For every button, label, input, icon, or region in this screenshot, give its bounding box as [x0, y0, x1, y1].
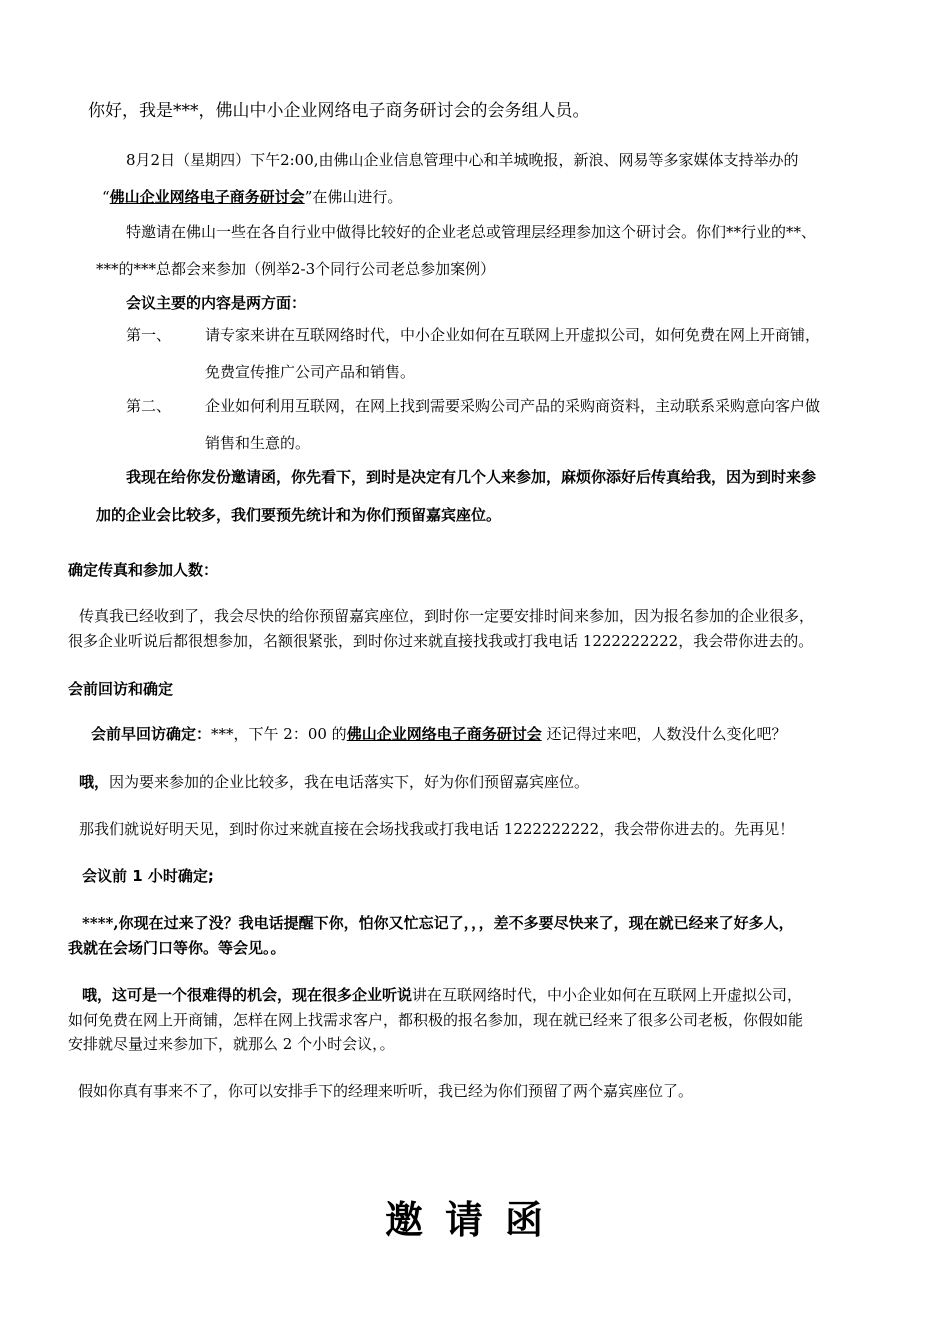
- one-hour-line-1: ****,你现在过来了没？我电话提醒下你，怕你又忙忘记了，，，差不多要尽快来了，现在就已经来了好多人，: [82, 914, 794, 932]
- item-1-line-1: 请专家来讲在互联网络时代，中小企业如何在互联网上开虚拟公司，如何免费在网上开商铺，: [205, 326, 821, 344]
- rare-chance-line-1: [82, 985, 802, 1005]
- oh-bold: 哦，: [79, 773, 110, 791]
- see-you-line: 那我们就说好明天见，到时你过来就直接在会场找我或打我电话 1222222222，我会带你进去的。先再见！: [79, 820, 795, 838]
- rare-chance-line-2: 如何免费在网上开商铺，怎样在网上找需求客户，都积极的报名参加，现在就已经来了很多公司老板，你假如能: [68, 1011, 804, 1029]
- one-hour-heading: 会议前 1 小时确定;: [82, 867, 214, 885]
- greeting-line: 你好，我是***，佛山中小企业网络电子商务研讨会的会务组人员。: [88, 101, 590, 121]
- early-revisit-text-2: 还记得过来吧，人数没什么变化吧？: [541, 725, 787, 743]
- event-intro-line-2: [102, 187, 402, 207]
- item-2-line-1: 企业如何利用互联网，在网上找到需要采购公司产品的采购商资料，主动联系采购意向客户做: [205, 397, 821, 415]
- item-2-line-2: 销售和生意的。: [205, 434, 311, 452]
- event-name: 佛山企业网络电子商务研讨会: [109, 188, 305, 206]
- early-revisit-text-1: ***，下午 2：00 的: [211, 725, 347, 743]
- rare-chance-text: 讲在互联网络时代，中小企业如何在互联网上开虚拟公司，: [412, 986, 803, 1004]
- early-revisit-event: 佛山企业网络电子商务研讨会: [346, 725, 542, 743]
- invitation-title: 邀请函: [384, 1198, 565, 1242]
- confirm-line-1: 传真我已经收到了，我会尽快的给你预留嘉宾座位，到时你一定要安排时间来参加，因为报名参加的企业很多，: [79, 607, 815, 625]
- invitation-scope-line-1: 特邀请在佛山一些在各自行业中做得比较好的企业老总或管理层经理参加这个研讨会。你们**行业的**、: [126, 223, 817, 241]
- confirm-line-2: 很多企业听说后都很想参加，名额很紧张，到时你过来就直接找我或打我电话 1222222222，我会带你进去的。: [68, 632, 814, 650]
- fax-request-line-1: 我现在给你发份邀请函，你先看下，到时是决定有几个人来参加，麻烦你添好后传真给我，因为到时来参: [126, 468, 817, 486]
- confirm-heading: 确定传真和参加人数：: [68, 561, 219, 579]
- item-1-label: 第一、: [126, 326, 172, 344]
- invitation-scope-line-2: ***的***总都会来参加（例举2-3个同行公司老总参加案例）: [96, 260, 496, 278]
- oh-text: 因为要来参加的企业比较多，我在电话落实下，好为你们预留嘉宾座位。: [109, 773, 590, 791]
- content-heading: 会议主要的内容是两方面：: [126, 294, 307, 312]
- quote-close: ”在佛山进行。: [304, 188, 403, 206]
- quote-open: “: [102, 188, 110, 206]
- early-revisit-line: [91, 724, 786, 744]
- fax-request-line-2: 加的企业会比较多，我们要预先统计和为你们预留嘉宾座位。: [96, 506, 502, 524]
- rare-chance-bold: 哦，这可是一个很难得的机会，现在很多企业听说: [82, 986, 413, 1004]
- rare-chance-line-3: 安排就尽量过来参加下，就那么 2 个小时会议，。: [68, 1035, 395, 1053]
- early-revisit-label: 会前早回访确定：: [91, 725, 212, 743]
- revisit-heading: 会前回访和确定: [68, 680, 174, 698]
- item-2-label: 第二、: [126, 397, 172, 415]
- item-1-line-2: 免费宣传推广公司产品和销售。: [205, 363, 416, 381]
- event-intro-line-1: 8月2日（星期四）下午2:00,由佛山企业信息管理中心和羊城晚报，新浪、网易等多家媒体支持举办的: [126, 151, 799, 169]
- oh-line: [79, 772, 589, 792]
- one-hour-line-2: 我就在会场门口等你。等会见。。: [68, 939, 286, 957]
- cannot-come-line: 假如你真有事来不了，你可以安排手下的经理来听听，我已经为你们预留了两个嘉宾座位了。: [78, 1082, 694, 1100]
